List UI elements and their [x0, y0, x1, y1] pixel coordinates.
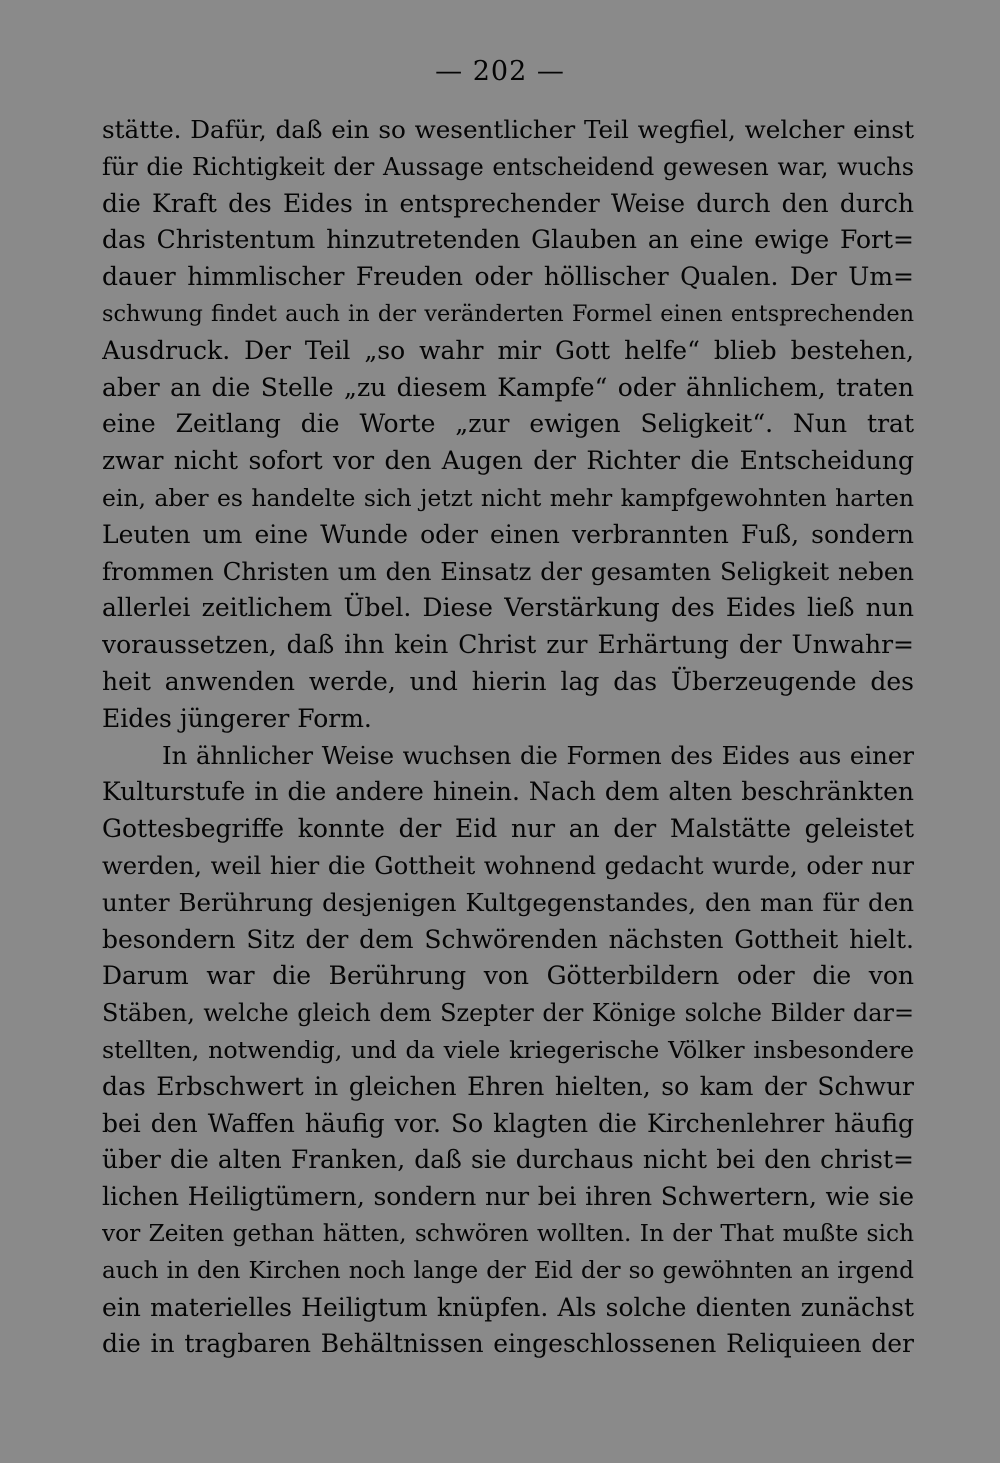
- text-line: Leuten um eine Wunde oder einen verbrannten Fuß, sondern: [102, 519, 914, 549]
- text-line: lichen Heiligtümern, sondern nur bei ihren Schwertern, wie sie: [102, 1182, 914, 1212]
- text-line: Eides jüngerer Form.: [102, 703, 372, 733]
- text-line: Darum war die Berührung von Götterbildern oder die von: [102, 961, 914, 991]
- text-line: heit anwenden werde, und hierin lag das Überzeugende des: [102, 666, 914, 696]
- text-line: über die alten Franken, daß sie durchaus nicht bei den christ=: [102, 1145, 914, 1175]
- text-line: die Kraft des Eides in entsprechender Weise durch den durch: [102, 188, 914, 218]
- text-line: unter Berührung desjenigen Kultgegenstandes, den man für den: [102, 887, 914, 917]
- text-line: werden, weil hier die Gottheit wohnend gedacht wurde, oder nur: [102, 850, 914, 880]
- text-line: für die Richtigkeit der Aussage entscheidend gewesen war, wuchs: [102, 152, 914, 181]
- text-line: In ähnlicher Weise wuchsen die Formen des Eides aus einer: [162, 740, 914, 770]
- text-line: Ausdruck. Der Teil „so wahr mir Gott helfe“ blieb bestehen,: [102, 335, 914, 365]
- body-text: [102, 112, 914, 1363]
- text-line: zwar nicht sofort vor den Augen der Richter die Entscheidung: [102, 446, 914, 476]
- text-line: das Erbschwert in gleichen Ehren hielten, so kam der Schwur: [102, 1071, 914, 1101]
- text-line: ein materielles Heiligtum knüpfen. Als solche dienten zunächst: [102, 1292, 914, 1322]
- page-number: — 202 —: [435, 56, 565, 87]
- text-line: vor Zeiten gethan hätten, schwören wollten. In der That mußte sich: [102, 1219, 914, 1247]
- text-line: schwung findet auch in der veränderten Formel einen entsprechenden: [102, 300, 914, 327]
- text-line: frommen Christen um den Einsatz der gesamten Seligkeit neben: [102, 556, 914, 586]
- text-line: das Christentum hinzutretenden Glauben an eine ewige Fort=: [102, 225, 914, 255]
- text-line: aber an die Stelle „zu diesem Kampfe“ oder ähnlichem, traten: [102, 372, 914, 402]
- text-line: ein, aber es handelte sich jetzt nicht mehr kampfgewohnten harten: [102, 483, 914, 512]
- text-line: dauer himmlischer Freuden oder höllischer Qualen. Der Um=: [102, 262, 914, 292]
- text-line: besondern Sitz der dem Schwörenden nächsten Gottheit hielt.: [102, 924, 914, 954]
- text-line: eine Zeitlang die Worte „zur ewigen Seligkeit“. Nun trat: [102, 409, 914, 439]
- text-line: stätte. Dafür, daß ein so wesentlicher Teil wegfiel, welcher einst: [102, 115, 914, 144]
- paragraph: [102, 112, 914, 738]
- text-line: allerlei zeitlichem Übel. Diese Verstärkung des Eides ließ nun: [102, 593, 914, 623]
- text-line: Kulturstufe in die andere hinein. Nach dem alten beschränkten: [102, 777, 914, 807]
- text-line: auch in den Kirchen noch lange der Eid der so gewöhnten an irgend: [102, 1257, 914, 1284]
- text-line: Gottesbegriffe konnte der Eid nur an der Malstätte geleistet: [102, 814, 914, 844]
- text-line: voraussetzen, daß ihn kein Christ zur Erhärtung der Unwahr=: [102, 630, 914, 660]
- text-line: die in tragbaren Behältnissen eingeschlossenen Reliquieen der: [102, 1329, 914, 1359]
- text-line: stellten, notwendig, und da viele kriegerische Völker insbesondere: [102, 1035, 914, 1064]
- text-line: Stäben, welche gleich dem Szepter der Könige solche Bilder dar=: [102, 999, 914, 1028]
- paragraph: [102, 738, 914, 1364]
- text-line: bei den Waffen häufig vor. So klagten die Kirchenlehrer häufig: [102, 1108, 914, 1138]
